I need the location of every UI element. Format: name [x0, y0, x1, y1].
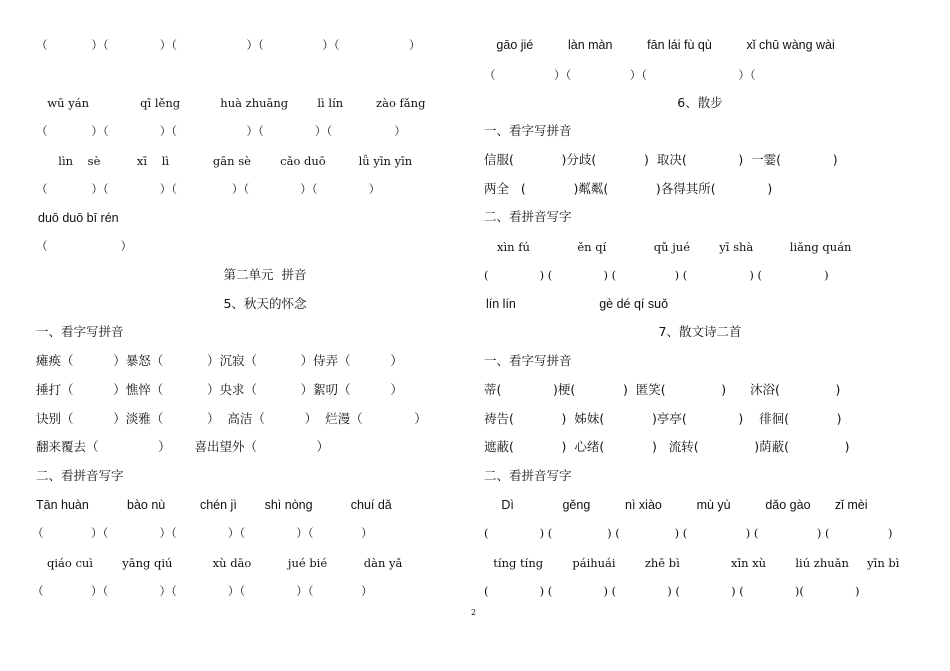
word-row: 祷告( ) 姊妹( )亭亭( ) 徘徊( ) — [484, 411, 842, 426]
bracket-row: （ ） — [36, 239, 133, 253]
word-row: 诀别（ ）淡雅（ ） 高洁（ ） 烂漫（ ） — [36, 411, 427, 426]
pinyin-row: tíng tíng páihuái zhē bì xīn xù liú zhuǎn yīn bì — [486, 556, 900, 570]
section-heading: 一、看字写拼音 — [484, 353, 572, 368]
bracket-row: ( ) ( ) ( ) ( ) ( )( ) — [484, 584, 860, 598]
word-row: 遮蔽( ) 心绪( ) 流转( )荫蔽( ) — [484, 439, 850, 454]
pinyin-row: wū yán qī lěng huà zhuāng lì lín zào fǎng — [40, 96, 426, 110]
bracket-row: （ ）（ ）（ ）（ ）（ ） — [36, 182, 381, 196]
bracket-row: ( ) ( ) ( ) ( ) ( ) ( ) — [484, 526, 893, 540]
pinyin-row: lín lín gè dé qí suǒ — [486, 297, 669, 311]
word-row: 瘫痪（ ）暴怒（ ）沉寂（ ）侍弄（ ） — [36, 353, 403, 368]
pinyin-row: xìn fú ěn qí qǔ jué yī shà liǎng quán — [486, 240, 852, 254]
lesson-title: 6、散步 — [677, 95, 723, 110]
word-row: 翻来覆去（ ） 喜出望外（ ） — [36, 439, 330, 454]
lesson-title: 7、散文诗二首 — [658, 324, 742, 339]
lesson-title: 5、秋天的怀念 — [223, 296, 307, 311]
bracket-row: （ ）（ ）（ ）（ ）（ ） — [32, 526, 373, 540]
page-number: 2 — [471, 608, 477, 617]
pinyin-row: Tān huàn bào nù chén jì shì nòng chuí dǎ — [36, 498, 392, 512]
section-heading: 二、看拼音写字 — [484, 468, 572, 483]
pinyin-row: duō duō bī rén — [38, 211, 119, 225]
bracket-row: （ ）（ ）（ ）（ ）（ ） — [32, 584, 373, 598]
section-heading: 二、看拼音写字 — [36, 468, 124, 483]
pinyin-row: qiáo cuì yāng qiú xù dāo jué bié dàn yǎ — [36, 556, 403, 570]
bracket-row: （ ）（ ）（ ）（ — [484, 68, 756, 82]
pinyin-row: Dì gěng nì xiào mù yù dǎo gào zǐ mèi — [484, 498, 868, 512]
pinyin-row: lìn sè xī lì gān sè cǎo duō lǚ yīn yīn — [40, 154, 413, 168]
word-row: 信服( )分歧( ) 取决( ) 一霎( ) — [484, 152, 838, 167]
unit-title: 第二单元 拼音 — [223, 267, 307, 282]
word-row: 捶打（ ）憔悴（ ）央求（ ）絮叨（ ） — [36, 382, 403, 397]
word-row: 蒂( )梗( ) 匿笑( ) 沐浴( ) — [484, 382, 841, 397]
bracket-row: （ ）（ ）（ ）（ ）（ ） — [36, 124, 406, 138]
section-heading: 一、看字写拼音 — [36, 324, 124, 339]
section-heading: 二、看拼音写字 — [484, 209, 572, 224]
section-heading: 一、看字写拼音 — [484, 123, 572, 138]
pinyin-row: gāo jié làn màn fān lái fù qù xǐ chū wàng wài — [486, 38, 835, 52]
bracket-row: （ ）（ ）（ ）（ ）（ ） — [36, 38, 421, 52]
word-row: 两全 ( )粼粼( )各得其所( ) — [484, 181, 773, 196]
bracket-row: ( ) ( ) ( ) ( ) ( ) — [484, 268, 829, 282]
